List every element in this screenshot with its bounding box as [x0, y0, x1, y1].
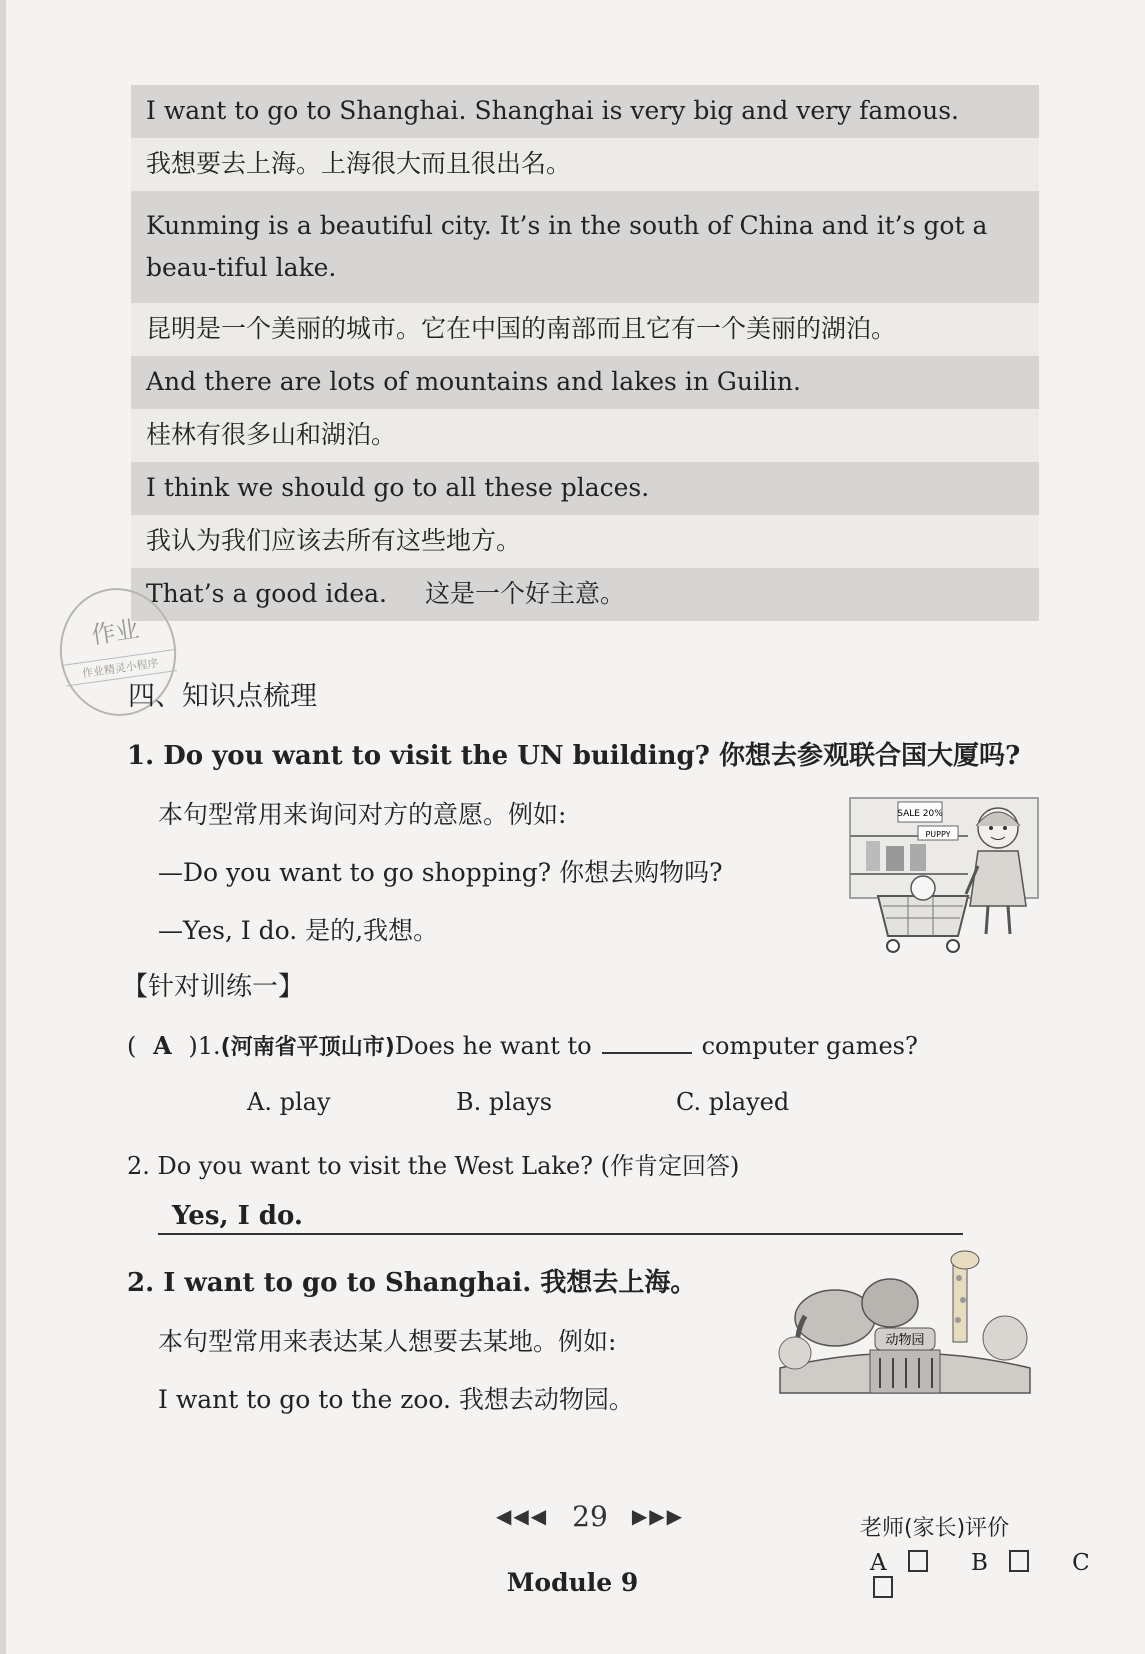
translation-row: And there are lots of mountains and lakes in Guilin. — [131, 356, 1039, 409]
point1-note: 本句型常用来询问对方的意愿。例如: — [158, 800, 567, 829]
answer-text[interactable]: Yes, I do. — [172, 1201, 303, 1231]
option-c[interactable]: C. played — [676, 1088, 790, 1116]
answer-line — [158, 1233, 963, 1235]
translation-row: 我想要去上海。上海很大而且很出名。 — [131, 138, 1039, 191]
page-edge — [0, 0, 6, 1654]
point1-example: —Do you want to go shopping? 你想去购物吗? — [158, 858, 723, 887]
translation-row: 我认为我们应该去所有这些地方。 — [131, 515, 1039, 568]
point1-example: —Yes, I do. 是的,我想。 — [158, 916, 439, 945]
question-1: ( A )1.(河南省平顶山市)Does he want to computer games? — [127, 1031, 918, 1060]
zoo-gate-illustration — [775, 1248, 1040, 1398]
translation-block — [131, 85, 1039, 621]
point2-example: I want to go to the zoo. 我想去动物园。 — [158, 1385, 634, 1414]
shop-sale-sign: SALE 20% — [897, 809, 943, 819]
shop-puppy-sign: PUPPY — [925, 830, 951, 839]
point2-title: 2. I want to go to Shanghai. 我想去上海。 — [127, 1268, 697, 1298]
zoo-sign: 动物园 — [885, 1333, 925, 1348]
question-source: (河南省平顶山市) — [220, 1035, 395, 1060]
translation-row: 昆明是一个美丽的城市。它在中国的南部而且它有一个美丽的湖泊。 — [131, 303, 1039, 356]
pagination — [455, 1500, 725, 1533]
option-a[interactable]: A. play — [247, 1088, 331, 1116]
question-2: 2. Do you want to visit the West Lake? (作肯定回答) — [127, 1152, 740, 1180]
translation-row: 桂林有很多山和湖泊。 — [131, 409, 1039, 462]
translation-row: I think we should go to all these places. — [131, 462, 1039, 515]
grade-option: B — [971, 1550, 1047, 1576]
evaluation-label: 老师(家长)评价 — [860, 1516, 1010, 1541]
practice-title: 【针对训练一】 — [122, 972, 305, 1002]
page-number: 29 — [572, 1500, 608, 1533]
translation-row: That’s a good idea. 这是一个好主意。 — [131, 568, 1039, 621]
option-b[interactable]: B. plays — [456, 1088, 553, 1116]
prev-page-icon[interactable]: ◀◀◀ — [496, 1504, 549, 1528]
watermark-stamp: 作业 作业精灵小程序 — [52, 581, 185, 724]
section-title: 四、知识点梳理 — [128, 681, 317, 712]
grade-option: C — [870, 1550, 1108, 1602]
point2-note: 本句型常用来表达某人想要去某地。例如: — [158, 1327, 617, 1356]
answer-letter[interactable]: A — [153, 1031, 172, 1060]
module-label: Module 9 — [506, 1568, 639, 1597]
point1-title: 1. Do you want to visit the UN building? 你想去参观联合国大厦吗? — [127, 741, 1021, 771]
fill-blank[interactable] — [602, 1052, 692, 1054]
translation-row: I want to go to Shanghai. Shanghai is very big and very famous. — [131, 85, 1039, 138]
next-page-icon[interactable]: ▶▶▶ — [631, 1504, 684, 1528]
shopping-girl-illustration — [848, 796, 1040, 956]
translation-row: Kunming is a beautiful city. It’s in the south of China and it’s got a beau-tiful lake. — [131, 191, 1039, 303]
grade-option: A — [870, 1550, 946, 1576]
